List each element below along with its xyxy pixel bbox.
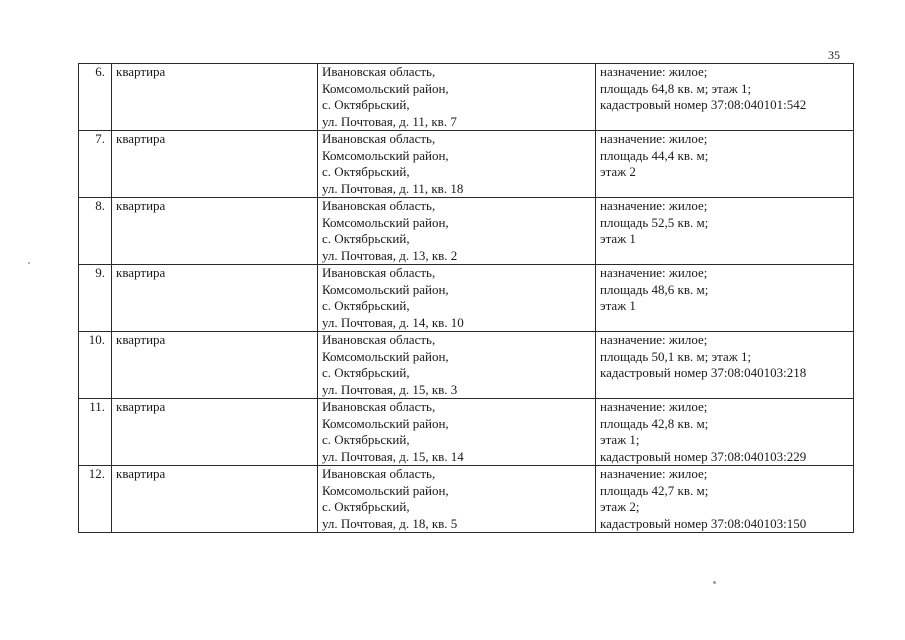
address-line: Ивановская область,: [322, 64, 436, 79]
detail-line: площадь 50,1 кв. м; этаж 1;: [600, 348, 752, 364]
property-address: [318, 466, 596, 533]
detail-line: кадастровый номер 37:08:040103:218: [600, 365, 807, 380]
address-line: Ивановская область,: [322, 131, 436, 146]
property-details: [596, 466, 854, 533]
address-line: ул. Почтовая, д. 14, кв. 10: [322, 314, 464, 330]
address-line: с. Октябрьский,: [322, 499, 410, 514]
table-row: [79, 332, 854, 399]
row-number: 7.: [79, 131, 112, 198]
property-type: квартира: [112, 399, 318, 466]
detail-line: площадь 48,6 кв. м;: [600, 281, 709, 297]
detail-line: площадь 52,5 кв. м;: [600, 214, 709, 230]
detail-line: назначение: жилое;: [600, 265, 708, 280]
property-address: [318, 265, 596, 332]
address-line: ул. Почтовая, д. 18, кв. 5: [322, 515, 458, 531]
address-line: ул. Почтовая, д. 13, кв. 2: [322, 247, 458, 263]
address-line: Комсомольский район,: [322, 147, 449, 163]
detail-line: назначение: жилое;: [600, 64, 708, 79]
property-details: [596, 64, 854, 131]
address-line: Ивановская область,: [322, 198, 436, 213]
page-number: 35: [828, 48, 840, 62]
property-table: [78, 63, 854, 533]
table-row: [79, 466, 854, 533]
row-number: 11.: [79, 399, 112, 466]
address-line: с. Октябрьский,: [322, 298, 410, 313]
address-line: ул. Почтовая, д. 15, кв. 14: [322, 448, 464, 464]
address-line: Ивановская область,: [322, 265, 436, 280]
property-address: [318, 131, 596, 198]
address-line: ул. Почтовая, д. 11, кв. 18: [322, 180, 464, 196]
property-address: [318, 399, 596, 466]
property-details: [596, 399, 854, 466]
address-line: Ивановская область,: [322, 466, 436, 481]
detail-line: этаж 2: [600, 164, 636, 179]
detail-line: назначение: жилое;: [600, 332, 708, 347]
detail-line: этаж 1: [600, 231, 636, 246]
address-line: Комсомольский район,: [322, 415, 449, 431]
property-type: квартира: [112, 265, 318, 332]
property-type: квартира: [112, 332, 318, 399]
property-details: [596, 198, 854, 265]
row-number: 8.: [79, 198, 112, 265]
detail-line: этаж 1: [600, 298, 636, 313]
detail-line: площадь 64,8 кв. м; этаж 1;: [600, 80, 752, 96]
table-row: [79, 399, 854, 466]
table-row: [79, 131, 854, 198]
address-line: с. Октябрьский,: [322, 365, 410, 380]
address-line: Комсомольский район,: [322, 281, 449, 297]
detail-line: этаж 1;: [600, 432, 640, 447]
row-number: 6.: [79, 64, 112, 131]
property-type: квартира: [112, 198, 318, 265]
address-line: с. Октябрьский,: [322, 97, 410, 112]
property-type: квартира: [112, 64, 318, 131]
detail-line: назначение: жилое;: [600, 198, 708, 213]
address-line: Комсомольский район,: [322, 214, 449, 230]
table-row: [79, 265, 854, 332]
address-line: с. Октябрьский,: [322, 164, 410, 179]
row-number: 10.: [79, 332, 112, 399]
property-address: [318, 198, 596, 265]
scan-speck: [28, 262, 30, 264]
row-number: 9.: [79, 265, 112, 332]
property-details: [596, 131, 854, 198]
address-line: ул. Почтовая, д. 11, кв. 7: [322, 113, 457, 129]
address-line: Комсомольский район,: [322, 482, 449, 498]
detail-line: площадь 42,8 кв. м;: [600, 415, 709, 431]
address-line: Комсомольский район,: [322, 348, 449, 364]
table-row: [79, 198, 854, 265]
detail-line: площадь 44,4 кв. м;: [600, 147, 709, 163]
address-line: с. Октябрьский,: [322, 432, 410, 447]
table-row: [79, 64, 854, 131]
property-address: [318, 332, 596, 399]
detail-line: кадастровый номер 37:08:040103:150: [600, 515, 807, 531]
address-line: Ивановская область,: [322, 332, 436, 347]
detail-line: площадь 42,7 кв. м;: [600, 482, 709, 498]
property-type: квартира: [112, 466, 318, 533]
address-line: Ивановская область,: [322, 399, 436, 414]
scan-speck: [713, 581, 716, 584]
property-details: [596, 265, 854, 332]
detail-line: кадастровый номер 37:08:040101:542: [600, 97, 807, 112]
detail-line: назначение: жилое;: [600, 131, 708, 146]
detail-line: назначение: жилое;: [600, 399, 708, 414]
detail-line: назначение: жилое;: [600, 466, 708, 481]
address-line: Комсомольский район,: [322, 80, 449, 96]
property-type: квартира: [112, 131, 318, 198]
detail-line: этаж 2;: [600, 499, 640, 514]
detail-line: кадастровый номер 37:08:040103:229: [600, 448, 807, 464]
property-address: [318, 64, 596, 131]
address-line: с. Октябрьский,: [322, 231, 410, 246]
address-line: ул. Почтовая, д. 15, кв. 3: [322, 381, 458, 397]
property-details: [596, 332, 854, 399]
row-number: 12.: [79, 466, 112, 533]
